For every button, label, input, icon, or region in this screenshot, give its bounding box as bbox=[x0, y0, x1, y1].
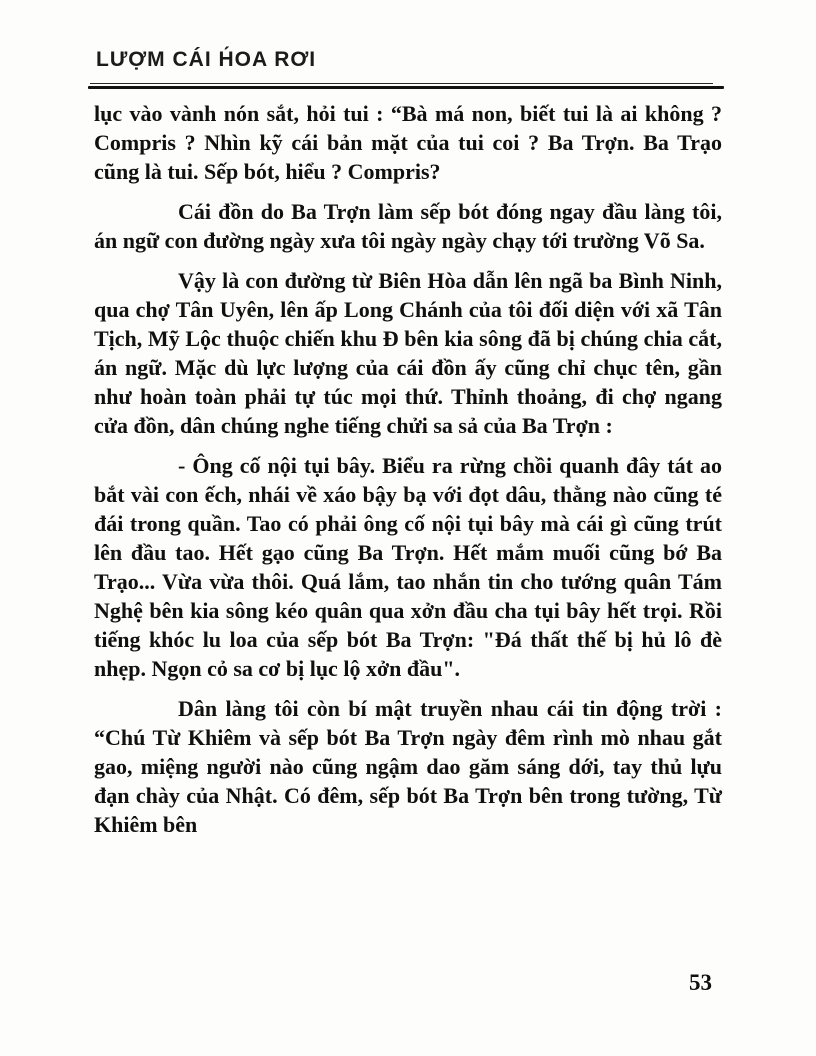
paragraph: - Ông cố nội tụi bây. Biểu ra rừng chồi quanh đây tát ao bắt vài con ếch, nhái về xáo bậy bạ với đọt dâu, thằng nào cũng té đái trong quần. Tao có phải ông cố nội tụi bây mà cái gì cũng trút lên đầu tao. Hết gạo cũng Ba Trợn. Hết mắm muối cũng bớ Ba Trạo... Vừa vừa thôi. Quá lắm, tao nhắn tin cho tướng quân Tám Nghệ bên kia sông kéo quân qua xởn đầu cha tụi bây hết trọi. Rồi tiếng khóc lu loa của sếp bót Ba Trợn: "Đá thất thế bị hủ lô đè nhẹp. Ngọn cỏ sa cơ bị lục lộ xởn đầu". bbox=[94, 453, 722, 681]
paragraph: Cái đồn do Ba Trợn làm sếp bót đóng ngay đầu làng tôi, án ngữ con đường ngày xưa tôi ngày ngày chạy tới trường Võ Sa. bbox=[94, 199, 722, 253]
paragraph: Dân làng tôi còn bí mật truyền nhau cái tin động trời : “Chú Từ Khiêm và sếp bót Ba Trợn ngày đêm rình mò nhau gắt gao, miệng người nào cũng ngậm dao găm sáng dới, tay thủ lựu đạn chày của Nhật. Có đêm, sếp bót Ba Trợn bên trong tường, Từ Khiêm bên bbox=[94, 696, 722, 837]
paragraph: Vậy là con đường từ Biên Hòa dẫn lên ngã ba Bình Ninh, qua chợ Tân Uyên, lên ấp Long Chánh của tôi đối diện với xã Tân Tịch, Mỹ Lộc thuộc chiến khu Đ bên kia sông đã bị chúng chia cắt, án ngữ. Mặc dù lực lượng của cái đồn ấy cũng chỉ chục tên, gần như hoàn toàn phải tự túc mọi thứ. Thỉnh thoảng, đi chợ ngang cửa đồn, dân chúng nghe tiếng chửi sa sả của Ba Trợn : bbox=[94, 268, 722, 438]
header-rule bbox=[88, 86, 724, 89]
paragraph: lục vào vành nón sắt, hỏi tui : “Bà má non, biết tui là ai không ? Compris ? Nhìn kỹ cái bản mặt của tui coi ? Ba Trợn. Ba Trạo cũng là tui. Sếp bót, hiểu ? Compris? bbox=[94, 101, 722, 184]
running-header-title: LƯỢM CÁI H́OA RƠI bbox=[96, 48, 317, 71]
page-body bbox=[94, 99, 722, 850]
page-number: 53 bbox=[689, 970, 712, 995]
